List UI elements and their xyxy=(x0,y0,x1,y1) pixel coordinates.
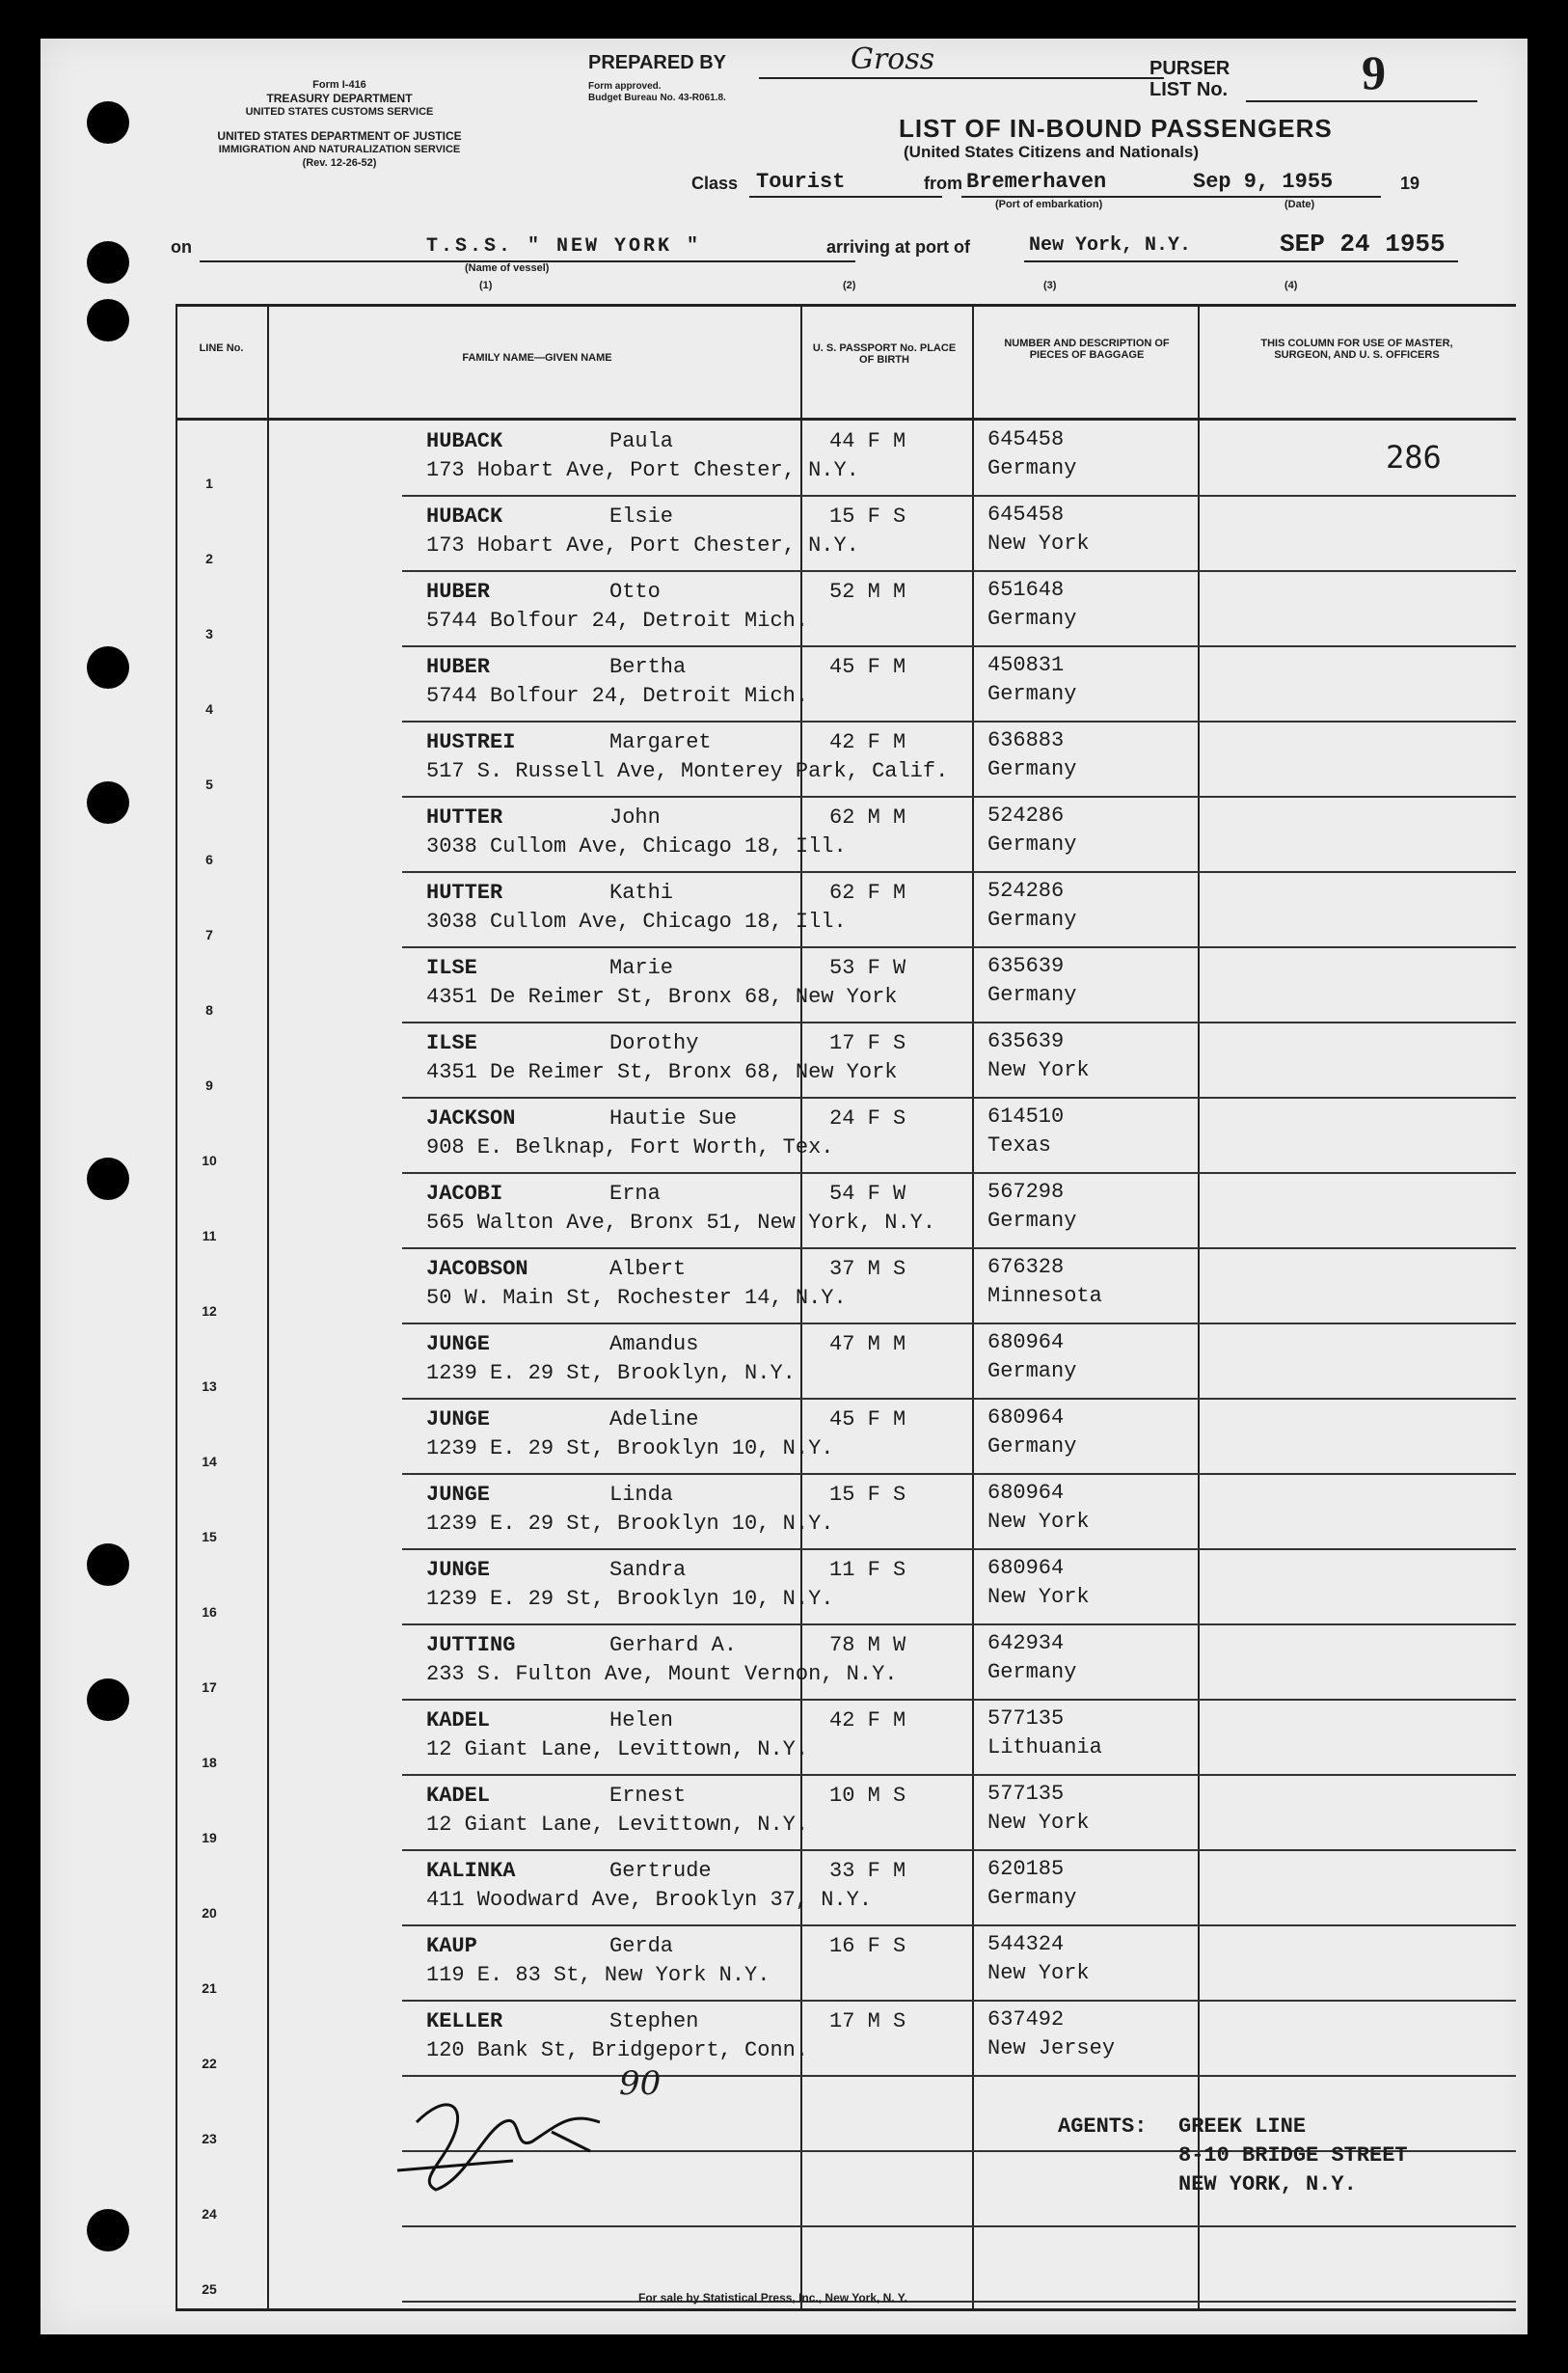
line-number: 10 xyxy=(202,1153,217,1168)
line-number: 6 xyxy=(205,852,213,867)
passport-number: 637492 xyxy=(987,2007,1065,2032)
place-of-birth: New York xyxy=(987,1510,1090,1534)
age-sex-status: 45 F M xyxy=(829,1407,906,1432)
family-name: ILSE xyxy=(426,956,477,980)
vessel-label: (Name of vessel) xyxy=(465,262,550,274)
table-row xyxy=(176,798,1516,873)
given-name: Albert xyxy=(609,1257,687,1281)
table-bottom-rule xyxy=(176,2308,1516,2311)
from-value: Bremerhaven xyxy=(966,170,1107,194)
line-number: 7 xyxy=(205,927,213,942)
passport-number: 620185 xyxy=(987,1857,1065,1881)
line-number: 25 xyxy=(202,2281,217,2297)
form-approved: Form approved. xyxy=(588,81,662,92)
given-name: Helen xyxy=(609,1708,674,1732)
passenger-table xyxy=(176,304,1516,2310)
table-row xyxy=(176,1249,1516,1324)
list-no-value: 9 xyxy=(1362,45,1386,99)
table-row xyxy=(176,1701,1516,1776)
agents-label: AGENTS: xyxy=(1058,2114,1148,2139)
address: 3038 Cullom Ave, Chicago 18, Ill. xyxy=(426,910,847,934)
family-name: JACOBSON xyxy=(426,1257,528,1281)
place-of-birth: Germany xyxy=(987,908,1077,932)
given-name: John xyxy=(609,805,661,830)
table-row xyxy=(176,2077,1516,2152)
passport-number: 680964 xyxy=(987,1481,1065,1505)
table-row xyxy=(176,1851,1516,1926)
from-label: from xyxy=(924,174,962,193)
line-number: 8 xyxy=(205,1002,213,1018)
place-of-birth: Germany xyxy=(987,1660,1077,1684)
passport-number: 680964 xyxy=(987,1556,1065,1580)
header-passport: U. S. PASSPORT No. PLACE OF BIRTH xyxy=(812,342,957,367)
given-name: Elsie xyxy=(609,505,674,529)
age-sex-status: 37 M S xyxy=(829,1257,906,1281)
passport-number: 567298 xyxy=(987,1180,1065,1204)
row-rule xyxy=(402,2301,1516,2303)
age-sex-status: 15 F S xyxy=(829,505,906,529)
table-row xyxy=(176,1550,1516,1625)
class-value: Tourist xyxy=(756,170,846,194)
arriving-underline xyxy=(1024,260,1458,262)
passport-number: 680964 xyxy=(987,1330,1065,1354)
dept-justice: UNITED STATES DEPARTMENT OF JUSTICE xyxy=(217,129,462,143)
table-row xyxy=(176,422,1516,497)
address: 12 Giant Lane, Levittown, N.Y. xyxy=(426,1737,809,1761)
line-number: 24 xyxy=(202,2206,217,2222)
given-name: Marie xyxy=(609,956,674,980)
table-row xyxy=(176,1926,1516,2002)
age-sex-status: 15 F S xyxy=(829,1483,906,1507)
punch-hole xyxy=(87,1678,129,1721)
header-officers: THIS COLUMN FOR USE OF MASTER, SURGEON, AND U. S. OFFICERS xyxy=(1260,338,1453,362)
line-number: 18 xyxy=(202,1755,217,1770)
passport-number: 651648 xyxy=(987,578,1065,602)
given-name: Gertrude xyxy=(609,1859,712,1883)
passport-number: 635639 xyxy=(987,1029,1065,1053)
age-sex-status: 33 F M xyxy=(829,1859,906,1883)
header-name: FAMILY NAME—GIVEN NAME xyxy=(462,352,612,364)
family-name: JUNGE xyxy=(426,1483,491,1507)
family-name: HUBER xyxy=(426,655,491,679)
address: 565 Walton Ave, Bronx 51, New York, N.Y. xyxy=(426,1211,936,1235)
punch-hole xyxy=(87,781,129,824)
passport-number: 642934 xyxy=(987,1631,1065,1655)
place-of-birth: Lithuania xyxy=(987,1735,1102,1759)
age-sex-status: 78 M W xyxy=(829,1633,906,1657)
purser-label: PURSER xyxy=(1149,58,1230,79)
given-name: Hautie Sue xyxy=(609,1106,738,1131)
arriving-label: arriving at port of xyxy=(826,237,971,257)
port-embarkation-label: (Port of embarkation) xyxy=(995,199,1103,210)
given-name: Stephen xyxy=(609,2009,699,2033)
list-no-underline xyxy=(1246,100,1477,102)
line-number: 20 xyxy=(202,1905,217,1921)
passport-number: 577135 xyxy=(987,1782,1065,1806)
col-num-3: (3) xyxy=(1043,280,1057,291)
address: 4351 De Reimer St, Bronx 68, New York xyxy=(426,1060,898,1084)
age-sex-status: 10 M S xyxy=(829,1784,906,1808)
given-name: Otto xyxy=(609,580,661,604)
line-number: 15 xyxy=(202,1529,217,1544)
family-name: JACKSON xyxy=(426,1106,516,1131)
family-name: JACOBI xyxy=(426,1182,503,1206)
year-prefix: 19 xyxy=(1400,174,1420,193)
date-label: (Date) xyxy=(1284,199,1315,210)
address: 120 Bank St, Bridgeport, Conn. xyxy=(426,2038,809,2062)
given-name: Dorothy xyxy=(609,1031,699,1055)
line-number: 4 xyxy=(205,701,213,717)
class-label: Class xyxy=(691,174,739,193)
age-sex-status: 52 M M xyxy=(829,580,906,604)
table-row xyxy=(176,1174,1516,1249)
footer-printer: For sale by Statistical Press, Inc., New York, N. Y. xyxy=(638,2291,907,2305)
age-sex-status: 11 F S xyxy=(829,1558,906,1582)
officer-note: 286 xyxy=(1386,439,1442,476)
passport-number: 645458 xyxy=(987,503,1065,527)
line-number: 22 xyxy=(202,2056,217,2071)
punch-hole xyxy=(87,646,129,689)
revision: (Rev. 12-26-52) xyxy=(302,157,377,169)
place-of-birth: Germany xyxy=(987,1359,1077,1383)
col-num-4: (4) xyxy=(1284,280,1298,291)
place-of-birth: Minnesota xyxy=(987,1284,1102,1308)
prepared-by-label: PREPARED BY xyxy=(588,52,726,73)
line-number: 17 xyxy=(202,1679,217,1695)
given-name: Ernest xyxy=(609,1784,687,1808)
age-sex-status: 16 F S xyxy=(829,1934,906,1958)
arrival-date-stamp: SEP 24 1955 xyxy=(1280,230,1446,259)
place-of-birth: Germany xyxy=(987,456,1077,480)
given-name: Amandus xyxy=(609,1332,699,1356)
budget-bureau: Budget Bureau No. 43-R061.8. xyxy=(588,93,726,103)
table-header-rule xyxy=(176,418,1516,421)
dept-treasury: TREASURY DEPARTMENT xyxy=(266,92,413,105)
on-label: on xyxy=(171,237,192,257)
address: 50 W. Main St, Rochester 14, N.Y. xyxy=(426,1286,847,1310)
table-row xyxy=(176,723,1516,798)
line-number: 13 xyxy=(202,1378,217,1394)
place-of-birth: New York xyxy=(987,1585,1090,1609)
agents-line-3: NEW YORK, N.Y. xyxy=(1178,2172,1357,2196)
given-name: Gerhard A. xyxy=(609,1633,738,1657)
vessel-value: T.S.S. " NEW YORK " xyxy=(426,235,702,258)
table-row xyxy=(176,1400,1516,1475)
line-number: 11 xyxy=(202,1228,217,1243)
table-row xyxy=(176,1625,1516,1701)
from-underline xyxy=(961,196,1203,198)
place-of-birth: New York xyxy=(987,532,1090,556)
place-of-birth: Germany xyxy=(987,1434,1077,1459)
family-name: KELLER xyxy=(426,2009,503,2033)
passport-number: 524286 xyxy=(987,804,1065,828)
address: 1239 E. 29 St, Brooklyn 10, N.Y. xyxy=(426,1587,834,1611)
passport-number: 645458 xyxy=(987,427,1065,451)
age-sex-status: 44 F M xyxy=(829,429,906,453)
manifest-subtitle: (United States Citizens and Nationals) xyxy=(904,143,1200,161)
age-sex-status: 45 F M xyxy=(829,655,906,679)
line-number: 3 xyxy=(205,626,213,641)
family-name: HUSTREI xyxy=(426,730,516,754)
line-number: 9 xyxy=(205,1077,213,1093)
given-name: Margaret xyxy=(609,730,712,754)
passport-number: 614510 xyxy=(987,1105,1065,1129)
passport-number: 450831 xyxy=(987,653,1065,677)
address: 5744 Bolfour 24, Detroit Mich. xyxy=(426,609,809,633)
family-name: KAUP xyxy=(426,1934,477,1958)
line-number: 19 xyxy=(202,1830,217,1845)
passport-number: 680964 xyxy=(987,1405,1065,1430)
address: 517 S. Russell Ave, Monterey Park, Calif. xyxy=(426,759,949,783)
age-sex-status: 42 F M xyxy=(829,730,906,754)
address: 411 Woodward Ave, Brooklyn 37, N.Y. xyxy=(426,1888,873,1912)
family-name: JUTTING xyxy=(426,1633,516,1657)
age-sex-status: 62 F M xyxy=(829,881,906,905)
given-name: Erna xyxy=(609,1182,661,1206)
date-value: Sep 9, 1955 xyxy=(1193,170,1334,194)
form-number: Form I-416 xyxy=(312,79,366,91)
line-number: 14 xyxy=(202,1454,217,1469)
line-number: 21 xyxy=(202,1980,217,1996)
family-name: JUNGE xyxy=(426,1558,491,1582)
col-num-1: (1) xyxy=(479,280,493,291)
place-of-birth: New York xyxy=(987,1811,1090,1835)
line-number: 12 xyxy=(202,1303,217,1319)
punch-hole xyxy=(87,2209,129,2251)
family-name: HUBACK xyxy=(426,429,503,453)
family-name: JUNGE xyxy=(426,1332,491,1356)
agents-line-2: 8-10 BRIDGE STREET xyxy=(1178,2143,1408,2168)
age-sex-status: 42 F M xyxy=(829,1708,906,1732)
passport-number: 635639 xyxy=(987,954,1065,978)
given-name: Kathi xyxy=(609,881,674,905)
age-sex-status: 62 M M xyxy=(829,805,906,830)
address: 173 Hobart Ave, Port Chester, N.Y. xyxy=(426,533,859,558)
table-row xyxy=(176,1776,1516,1851)
place-of-birth: Germany xyxy=(987,1886,1077,1910)
table-row xyxy=(176,572,1516,647)
age-sex-status: 17 F S xyxy=(829,1031,906,1055)
given-name: Adeline xyxy=(609,1407,699,1432)
age-sex-status: 47 M M xyxy=(829,1332,906,1356)
family-name: KALINKA xyxy=(426,1859,516,1883)
punch-hole xyxy=(87,299,129,341)
age-sex-status: 24 F S xyxy=(829,1106,906,1131)
header-baggage: NUMBER AND DESCRIPTION OF PIECES OF BAGGAGE xyxy=(1004,338,1170,362)
address: 12 Giant Lane, Levittown, N.Y. xyxy=(426,1813,809,1837)
line-number: 5 xyxy=(205,777,213,792)
punch-hole xyxy=(87,241,129,284)
family-name: JUNGE xyxy=(426,1407,491,1432)
place-of-birth: Germany xyxy=(987,983,1077,1007)
family-name: HUBACK xyxy=(426,505,503,529)
table-row xyxy=(176,1099,1516,1174)
place-of-birth: New York xyxy=(987,1058,1090,1082)
arriving-value: New York, N.Y. xyxy=(1029,234,1192,257)
given-name: Linda xyxy=(609,1483,674,1507)
dept-ins: IMMIGRATION AND NATURALIZATION SERVICE xyxy=(218,144,461,155)
table-row xyxy=(176,647,1516,723)
family-name: HUTTER xyxy=(426,805,503,830)
address: 1239 E. 29 St, Brooklyn 10, N.Y. xyxy=(426,1512,834,1536)
table-row xyxy=(176,1475,1516,1550)
place-of-birth: New Jersey xyxy=(987,2036,1116,2060)
place-of-birth: Germany xyxy=(987,682,1077,706)
line-number: 16 xyxy=(202,1604,217,1620)
date-underline xyxy=(1188,196,1381,198)
table-row xyxy=(176,873,1516,948)
agents-line-1: GREEK LINE xyxy=(1178,2114,1307,2139)
prepared-by-underline xyxy=(759,77,1164,79)
given-name: Paula xyxy=(609,429,674,453)
table-row xyxy=(176,1023,1516,1099)
line-number: 23 xyxy=(202,2131,217,2146)
place-of-birth: Texas xyxy=(987,1133,1052,1158)
line-number: 1 xyxy=(205,476,213,491)
family-name: HUTTER xyxy=(426,881,503,905)
given-name: Gerda xyxy=(609,1934,674,1958)
punch-hole xyxy=(87,101,129,144)
age-sex-status: 53 F W xyxy=(829,956,906,980)
dept-customs: UNITED STATES CUSTOMS SERVICE xyxy=(245,106,434,118)
address: 4351 De Reimer St, Bronx 68, New York xyxy=(426,985,898,1009)
address: 1239 E. 29 St, Brooklyn 10, N.Y. xyxy=(426,1436,834,1460)
address: 173 Hobart Ave, Port Chester, N.Y. xyxy=(426,458,859,482)
list-no-label: LIST No. xyxy=(1149,79,1229,100)
table-top-rule xyxy=(176,304,1516,307)
family-name: HUBER xyxy=(426,580,491,604)
table-row xyxy=(176,948,1516,1023)
col-num-2: (2) xyxy=(843,280,856,291)
age-sex-status: 54 F W xyxy=(829,1182,906,1206)
table-row xyxy=(176,497,1516,572)
passport-number: 676328 xyxy=(987,1255,1065,1279)
family-name: KADEL xyxy=(426,1708,491,1732)
table-row xyxy=(176,2002,1516,2077)
passport-number: 636883 xyxy=(987,728,1065,752)
class-underline xyxy=(749,196,942,198)
address: 119 E. 83 St, New York N.Y. xyxy=(426,1963,770,1987)
place-of-birth: New York xyxy=(987,1961,1090,1985)
punch-hole xyxy=(87,1158,129,1200)
manifest-page xyxy=(41,39,1527,2334)
given-name: Sandra xyxy=(609,1558,687,1582)
age-sex-status: 17 M S xyxy=(829,2009,906,2033)
family-name: ILSE xyxy=(426,1031,477,1055)
address: 5744 Bolfour 24, Detroit Mich. xyxy=(426,684,809,708)
prepared-by-value: Gross xyxy=(851,42,935,76)
address: 908 E. Belknap, Fort Worth, Tex. xyxy=(426,1135,834,1159)
place-of-birth: Germany xyxy=(987,757,1077,781)
place-of-birth: Germany xyxy=(987,607,1077,631)
signature-note: 90 xyxy=(619,2064,662,2103)
address: 233 S. Fulton Ave, Mount Vernon, N.Y. xyxy=(426,1662,898,1686)
place-of-birth: Germany xyxy=(987,832,1077,857)
family-name: KADEL xyxy=(426,1784,491,1808)
passport-number: 524286 xyxy=(987,879,1065,903)
line-number: 2 xyxy=(205,551,213,566)
address: 3038 Cullom Ave, Chicago 18, Ill. xyxy=(426,834,847,859)
passport-number: 577135 xyxy=(987,1706,1065,1731)
place-of-birth: Germany xyxy=(987,1209,1077,1233)
address: 1239 E. 29 St, Brooklyn, N.Y. xyxy=(426,1361,796,1385)
table-row xyxy=(176,1324,1516,1400)
given-name: Bertha xyxy=(609,655,687,679)
manifest-title: LIST OF IN-BOUND PASSENGERS xyxy=(899,114,1333,143)
punch-hole xyxy=(87,1543,129,1586)
passport-number: 544324 xyxy=(987,1932,1065,1956)
header-line-no: LINE No. xyxy=(199,342,244,354)
